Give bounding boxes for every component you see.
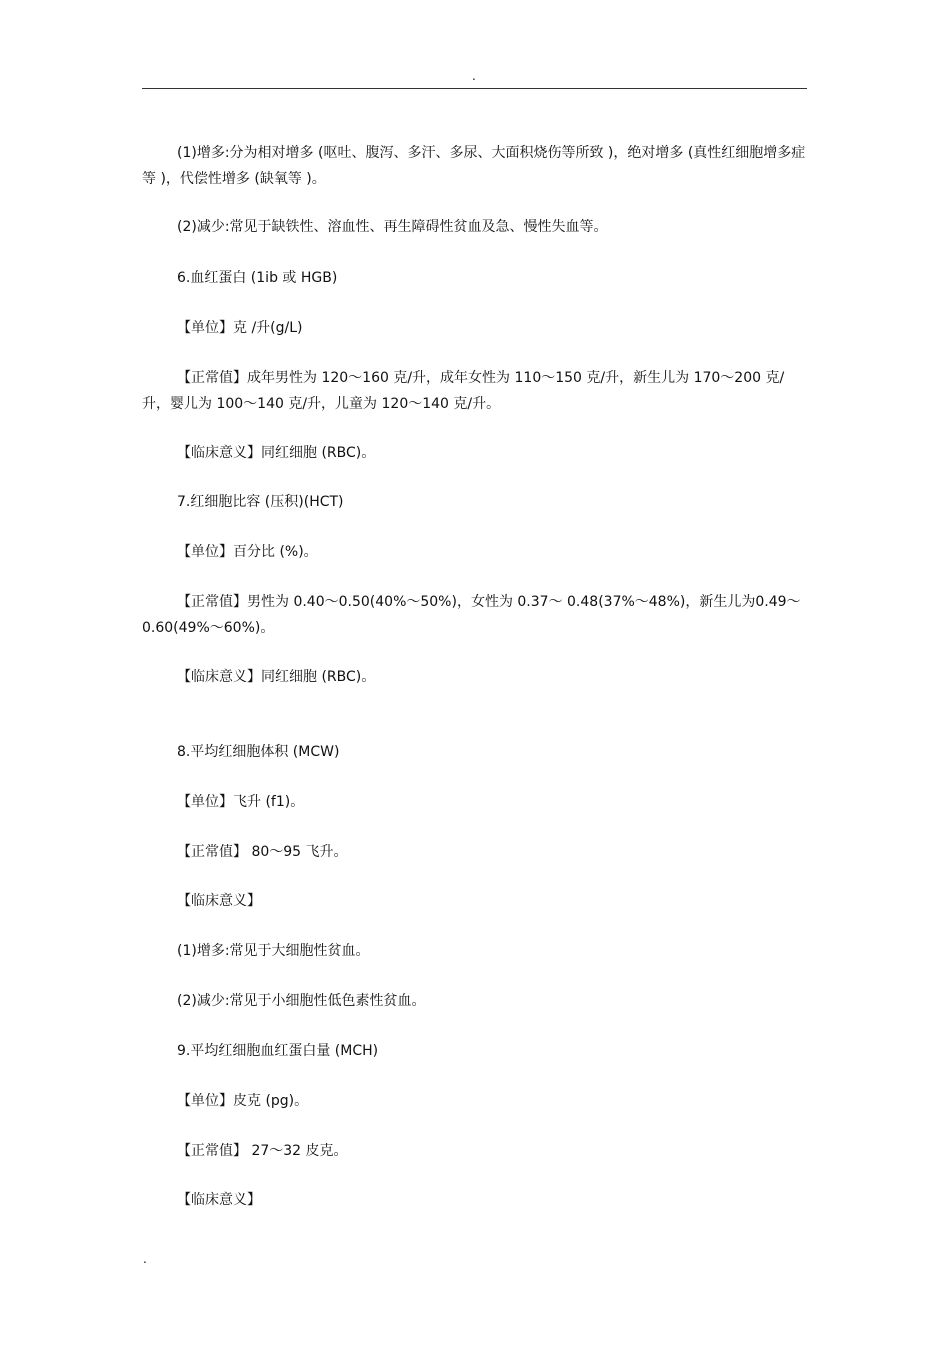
paragraph-hgb-normal: 【正常值】成年男性为 120～160 克/升，成年女性为 110～150 克/升，新生儿为 170～200 克/升，婴儿为 100～140 克/升，儿童为 120～140 克/升。: [142, 370, 785, 412]
header-rule: [142, 88, 807, 89]
paragraph-mcv-unit: 【单位】飞升 (f1)。: [177, 794, 305, 810]
paragraph-mch-unit: 【单位】皮克 (pg)。: [177, 1093, 309, 1109]
paragraph-decrease-causes: (2)减少:常见于缺铁性、溶血性、再生障碍性贫血及急、慢性失血等。: [177, 219, 608, 235]
section-heading-hct: 7.红细胞比容 (压积)(HCT): [177, 494, 344, 510]
footer-mark: .: [143, 1252, 147, 1266]
section-heading-hgb: 6.血红蛋白 (1ib 或 HGB): [177, 270, 338, 286]
section-heading-mcv: 8.平均红细胞体积 (MCW): [177, 744, 340, 760]
paragraph-mcv-clinical-heading: 【临床意义】: [177, 893, 261, 909]
paragraph-mcv-normal: 【正常值】 80～95 飞升。: [177, 844, 348, 860]
paragraph-mch-clinical-heading: 【临床意义】: [177, 1192, 261, 1208]
paragraph-mcv-decrease: (2)减少:常见于小细胞性低色素性贫血。: [177, 993, 426, 1009]
paragraph-mcv-increase: (1)增多:常见于大细胞性贫血。: [177, 943, 370, 959]
paragraph-hct-unit: 【单位】百分比 (%)。: [177, 544, 318, 560]
header-mark: .: [472, 69, 476, 83]
paragraph-hgb-unit: 【单位】克 /升(g/L): [177, 320, 303, 336]
paragraph-hct-clinical: 【临床意义】同红细胞 (RBC)。: [177, 669, 376, 685]
paragraph-mch-normal: 【正常值】 27～32 皮克。: [177, 1143, 348, 1159]
section-heading-mch: 9.平均红细胞血红蛋白量 (MCH): [177, 1043, 379, 1059]
paragraph-hct-normal: 【正常值】男性为 0.40～0.50(40%～50%)，女性为 0.37～ 0.48(37%～48%)，新生儿为0.49～0.60(49%～60%)。: [142, 594, 801, 636]
paragraph-hgb-clinical: 【临床意义】同红细胞 (RBC)。: [177, 445, 376, 461]
paragraph-increase-causes: (1)增多:分为相对增多 (呕吐、腹泻、多汗、多尿、大面积烧伤等所致 )，绝对增多 (真性红细胞增多症等 )，代偿性增多 (缺氧等 )。: [142, 145, 806, 187]
